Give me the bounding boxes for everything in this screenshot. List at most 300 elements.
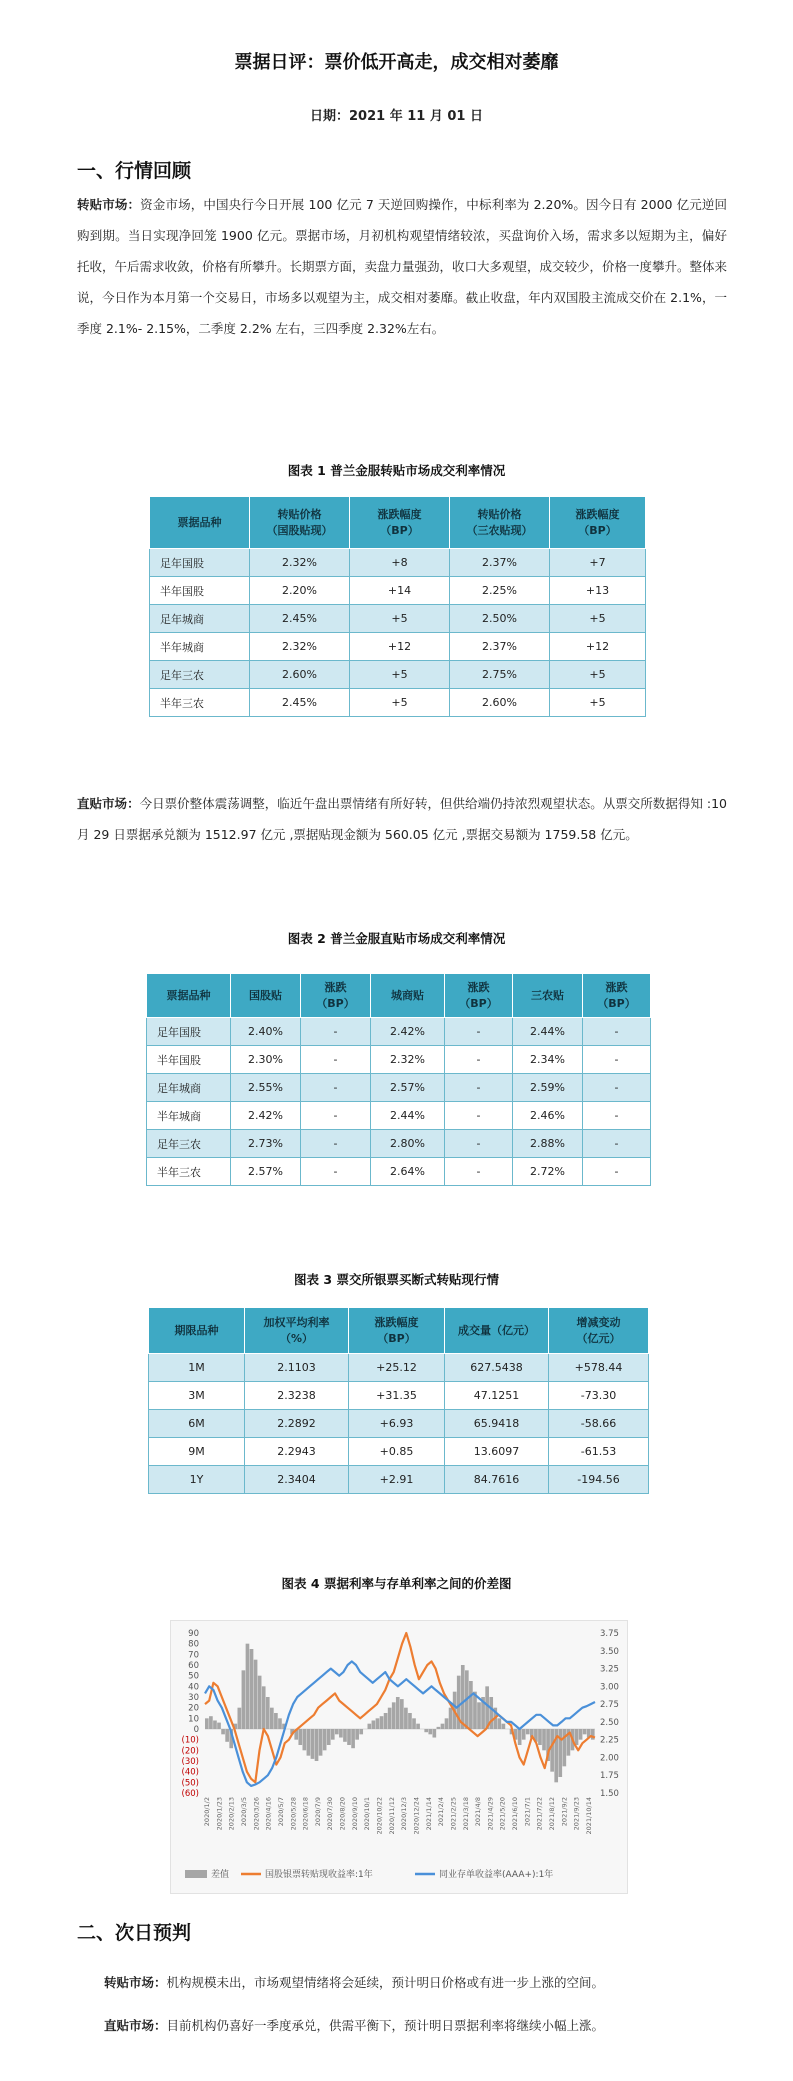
rediscount-market-paragraph [77,189,727,344]
table2-cell: - [445,1046,513,1074]
x-axis-tick-label: 2020/5/7 [276,1797,285,1827]
left-axis-tick-label: 80 [188,1639,199,1650]
table-row [147,1074,651,1102]
x-axis-tick-label: 2021/4/8 [474,1797,483,1827]
x-axis-tick-label: 2020/1/2 [203,1797,211,1827]
table2-cell: 2.42% [371,1018,445,1046]
table1-cell: 半年国股 [150,577,250,605]
table3-cell: 1Y [149,1466,245,1494]
table2-direct-discount-rates [146,973,651,1186]
table3-cell: 2.2892 [245,1410,349,1438]
spread-bar [563,1729,567,1766]
table1-cell: 半年城商 [150,633,250,661]
spread-bar [266,1697,270,1729]
spread-chart [170,1620,628,1894]
x-axis-tick-label: 2021/1/14 [424,1797,433,1831]
x-axis-tick-label: 2020/3/5 [240,1797,248,1827]
spread-bar [323,1729,327,1750]
forecast-rediscount-label: 转贴市场： [104,1975,167,1990]
table1-cell: +5 [550,661,646,689]
left-axis-tick-label: (40) [181,1767,199,1778]
left-axis-tick-label: 0 [193,1725,199,1735]
table-row [149,1466,649,1494]
x-axis-tick-label: 2020/2/13 [227,1797,236,1831]
table3-cell: +2.91 [349,1466,445,1494]
table1-cell: 2.32% [250,549,350,577]
forecast-direct-label: 直贴市场： [104,2018,167,2033]
table1-header-1-line-1: （国股贴现） [266,523,333,537]
spread-bar [461,1665,465,1729]
direct-discount-paragraph [77,788,727,850]
table1-header-1 [250,497,350,549]
table2-header-0 [147,974,231,1018]
spread-bar [400,1699,404,1729]
table1-cell: 2.37% [450,633,550,661]
table3-cell: 2.3238 [245,1382,349,1410]
forecast-direct-text: 目前机构仍喜好一季度承兑，供需平衡下，预计明日票据利率将继续小幅上涨。 [166,2018,605,2033]
spread-chart-svg [171,1621,627,1893]
spread-bar [307,1729,311,1756]
table1-header-2 [350,497,450,549]
table3-cell: 2.3404 [245,1466,349,1494]
x-axis-tick-label: 2020/8/20 [338,1797,347,1831]
table2-header-2-line-0: 涨跌 [324,980,347,994]
x-axis-tick-label: 2020/7/30 [326,1797,335,1831]
spread-bar [311,1729,315,1759]
table3-header-4-line-1: （亿元） [576,1331,621,1345]
table3-cell: +31.35 [349,1382,445,1410]
table2-cell: - [445,1130,513,1158]
table2-header-4-line-0: 涨跌 [467,980,490,994]
spread-bar [246,1644,250,1729]
x-axis-tick-label: 2020/7/9 [313,1797,322,1827]
table-row [149,1438,649,1466]
spread-bar [428,1729,432,1734]
table2-cell: 半年三农 [147,1158,231,1186]
legend-label-bill-yield: 国股银票转贴现收益率:1年 [265,1870,373,1880]
spread-bar [254,1660,258,1729]
table2-cell: 2.64% [371,1158,445,1186]
spread-bar [217,1723,221,1729]
left-axis-tick-label: (50) [181,1778,199,1789]
table-row [147,1018,651,1046]
table3-cell: 2.2943 [245,1438,349,1466]
table1-cell: +5 [350,605,450,633]
table2-cell: - [301,1130,371,1158]
table2-cell: 2.42% [231,1102,301,1130]
table1-header-2-line-0: 涨跌幅度 [377,507,422,521]
x-axis-tick-label: 2020/6/18 [301,1797,310,1831]
table2-cell: - [583,1046,651,1074]
table1-cell: 2.37% [450,549,550,577]
x-axis-tick-label: 2021/8/12 [548,1797,556,1831]
x-axis-tick-label: 2021/9/2 [560,1797,569,1827]
right-axis-tick-label: 2.25 [600,1735,619,1746]
table1-header-0 [150,497,250,549]
right-axis-tick-label: 2.75 [600,1700,619,1711]
spread-bar [347,1729,351,1745]
forecast-direct [104,2016,764,2034]
table2-cell: 2.44% [371,1102,445,1130]
spread-bar [408,1713,412,1729]
table2-cell: - [583,1074,651,1102]
table1-cell: 2.60% [250,661,350,689]
left-axis-tick-label: (10) [181,1735,199,1746]
table-row [150,661,646,689]
table1-cell: +14 [350,577,450,605]
left-axis-tick-label: 10 [188,1714,199,1725]
table2-cell: 足年国股 [147,1018,231,1046]
right-axis-tick-label: 1.50 [600,1789,619,1799]
spread-bar [575,1729,579,1745]
table2-cell: 2.72% [513,1158,583,1186]
x-axis-tick-label: 2020/4/16 [264,1797,273,1831]
table1-caption: 图表 1 普兰金服转贴市场成交利率情况 [287,463,506,478]
spread-bar [278,1718,282,1729]
spread-bar [258,1676,262,1729]
table3-cell: +0.85 [349,1438,445,1466]
spread-bar [424,1729,428,1732]
table1-cell: 2.45% [250,689,350,717]
table1-cell: 2.60% [450,689,550,717]
legend-label-spread: 差值 [211,1870,230,1880]
table2-cell: 2.46% [513,1102,583,1130]
table2-cell: - [445,1158,513,1186]
table1-header-0-line-0: 票据品种 [177,515,222,529]
spread-bar [542,1729,546,1750]
spread-bar [368,1724,372,1729]
spread-bar [449,1708,453,1729]
legend-swatch-spread [185,1870,207,1878]
table-row [150,605,646,633]
spread-bar [380,1716,384,1729]
spread-bar [250,1649,254,1729]
table3-header-2-line-0: 涨跌幅度 [374,1315,419,1329]
table3-header-2 [349,1308,445,1354]
table-row [147,1130,651,1158]
legend-label-cd-yield: 同业存单收益率(AAA+):1年 [439,1870,554,1880]
forecast-rediscount-text: 机构规模未出，市场观望情绪将会延续，预计明日价格或有进一步上涨的空间。 [166,1975,605,1990]
table3-cell: -61.53 [549,1438,649,1466]
table1-cell: +8 [350,549,450,577]
table3-header-1-line-1: （%） [279,1331,314,1345]
table1-header-4 [550,497,646,549]
table1-cell: +12 [550,633,646,661]
table3-header-3-line-0: 成交量（亿元） [458,1323,535,1337]
table1-cell: 足年国股 [150,549,250,577]
left-axis-tick-label: (30) [181,1757,199,1767]
x-axis-tick-label: 2021/6/10 [511,1797,520,1831]
right-axis-tick-label: 3.75 [600,1629,619,1639]
right-axis-tick-label: 3.00 [600,1682,619,1693]
spread-bar [372,1720,376,1729]
table2-cell: - [301,1074,371,1102]
spread-bar [339,1729,343,1738]
table1-header-1-line-0: 转贴价格 [277,507,322,521]
table3-cell: 47.1251 [445,1382,549,1410]
x-axis-tick-label: 2020/12/3 [400,1797,409,1831]
table3-cell: 627.5438 [445,1354,549,1382]
x-axis-tick-label: 2021/5/20 [498,1797,507,1831]
spread-bar [213,1720,217,1729]
table2-cell: 2.73% [231,1130,301,1158]
table3-header-1-line-0: 加权平均利率 [263,1315,330,1329]
table2-header-6-line-1: （BP） [597,996,636,1010]
spread-bar [477,1702,481,1729]
x-axis-tick-label: 2020/10/22 [375,1797,384,1835]
table1-cell: +5 [350,689,450,717]
table2-header-6 [583,974,651,1018]
table3-header-3 [445,1308,549,1354]
table3-cell: 2.1103 [245,1354,349,1382]
table2-cell: 半年城商 [147,1102,231,1130]
table2-cell: 2.44% [513,1018,583,1046]
table-row [150,689,646,717]
table1-cell: +5 [350,661,450,689]
table3-header-1 [245,1308,349,1354]
right-axis-tick-label: 3.25 [600,1664,619,1675]
table2-cell: 足年城商 [147,1074,231,1102]
table1-cell: +12 [350,633,450,661]
spread-bar [550,1729,554,1772]
table3-cell: 65.9418 [445,1410,549,1438]
table2-header-1 [231,974,301,1018]
spread-bar [388,1708,392,1729]
spread-bar [445,1718,449,1729]
spread-bar [319,1729,323,1756]
spread-bar [303,1729,307,1750]
spread-bar [485,1686,489,1729]
table1-cell: 足年三农 [150,661,250,689]
table2-cell: 2.34% [513,1046,583,1074]
table-row [150,577,646,605]
table3-header-4-line-0: 增减变动 [576,1315,621,1329]
left-axis-tick-label: 50 [188,1671,199,1682]
left-axis-tick-label: 60 [188,1661,199,1671]
x-axis-tick-label: 2021/9/23 [572,1797,581,1831]
spread-bar [335,1729,339,1734]
table2-cell: - [583,1130,651,1158]
table-row [147,1046,651,1074]
spread-bar [502,1724,506,1729]
spread-bar [221,1729,225,1734]
section2-heading: 二、次日预判 [77,1922,192,1944]
table2-header-4 [445,974,513,1018]
table2-cell: 2.59% [513,1074,583,1102]
forecast-rediscount [104,1973,764,1991]
table2-header-3 [371,974,445,1018]
spread-bar [376,1718,380,1729]
x-axis-tick-label: 2021/7/22 [535,1797,544,1831]
table-row [150,633,646,661]
right-axis-tick-label: 2.50 [600,1717,619,1728]
table1-header-3 [450,497,550,549]
spread-bar [351,1729,355,1748]
table2-cell: - [445,1102,513,1130]
rediscount-market-label: 转贴市场： [77,197,141,212]
table2-caption: 图表 2 普兰金服直贴市场成交利率情况 [287,931,506,946]
table1-header-2-line-1: （BP） [380,523,419,537]
spread-bar [274,1713,278,1729]
table2-cell: - [301,1102,371,1130]
spread-bar [384,1713,388,1729]
table2-header-5 [513,974,583,1018]
spread-bar [242,1670,246,1729]
table2-cell: - [445,1074,513,1102]
table-row [147,1102,651,1130]
table1-cell: +5 [550,689,646,717]
table2-header-1-line-0: 国股贴 [249,988,282,1002]
table2-header-5-line-0: 三农贴 [531,988,564,1002]
left-axis-tick-label: 90 [188,1629,199,1639]
table1-rediscount-rates [149,496,646,717]
spread-bar [392,1702,396,1729]
spread-bar [579,1729,583,1740]
table2-cell: 2.57% [231,1158,301,1186]
table3-header-4 [549,1308,649,1354]
spread-bar [583,1729,587,1734]
x-axis-tick-label: 2020/10/1 [363,1797,372,1831]
table2-cell: 2.55% [231,1074,301,1102]
x-axis-tick-label: 2020/3/26 [252,1797,261,1831]
spread-bar [518,1729,522,1745]
rediscount-market-text: 资金市场，中国央行今日开展 100 亿元 7 天逆回购操作，中标利率为 2.20%。因今日有 2000 亿元逆回购到期。当日实现净回笼 1900 亿元。票据市场，月初机构观望情绪较浓，买盘询价入场，需求多以短期为主，偏好托收，午后需求收敛，价格有所攀升。长期票方面，卖盘力量强劲，收口大多观望，成交较少，价格一度攀升。整体来说，今日作为本月第一个交易日，市场多以观望为主，成交相对萎靡。截止收盘，年内双国股主流成交价在 2.1%，一季度 2.1%- 2.15%，二季度 2.2% 左右，三四季度 2.32%左右。 [77,197,728,336]
table-row [149,1354,649,1382]
spread-bar [327,1729,331,1745]
table-row [149,1410,649,1438]
right-axis-tick-label: 2.00 [600,1753,619,1764]
table1-header-3-line-0: 转贴价格 [477,507,522,521]
table1-cell: +7 [550,549,646,577]
section1-heading: 一、行情回顾 [77,160,192,182]
right-axis-tick-label: 1.75 [600,1771,619,1782]
figure4-caption: 图表 4 票据利率与存单利率之间的价差图 [281,1576,512,1591]
table1-cell: 2.25% [450,577,550,605]
spread-bar [205,1718,209,1729]
spread-bar [469,1681,473,1729]
right-axis-tick-label: 3.50 [600,1646,619,1657]
table3-cell: +578.44 [549,1354,649,1382]
table1-header-4-line-1: （BP） [578,523,617,537]
x-axis-tick-label: 2020/1/23 [215,1797,224,1831]
table2-cell: 2.32% [371,1046,445,1074]
x-axis-tick-label: 2021/2/4 [437,1797,446,1827]
spread-bar [225,1729,229,1742]
x-axis-tick-label: 2021/3/18 [461,1797,470,1831]
spread-bar [343,1729,347,1742]
spread-bar [396,1697,400,1729]
spread-bar [359,1729,363,1734]
table3-caption: 图表 3 票交所银票买断式转贴现行情 [294,1272,499,1287]
left-axis-tick-label: (20) [181,1746,199,1757]
table3-exchange-bill-quotes [148,1307,649,1494]
x-axis-tick-label: 2021/7/1 [523,1797,532,1827]
table3-cell: 6M [149,1410,245,1438]
table-row [147,1158,651,1186]
table2-cell: 足年三农 [147,1130,231,1158]
table2-header-0-line-0: 票据品种 [166,988,211,1002]
table-row [149,1382,649,1410]
table2-cell: - [445,1018,513,1046]
table2-cell: - [301,1158,371,1186]
x-axis-tick-label: 2020/12/24 [412,1797,421,1835]
table2-cell: 2.88% [513,1130,583,1158]
x-axis-tick-label: 2020/11/12 [387,1797,396,1835]
report-title: 票据日评：票价低开高走，成交相对萎靡 [234,52,559,73]
table1-cell: 2.45% [250,605,350,633]
table3-cell: 9M [149,1438,245,1466]
table1-cell: +5 [550,605,646,633]
table3-cell: +6.93 [349,1410,445,1438]
table2-cell: 半年国股 [147,1046,231,1074]
table2-header-3-line-0: 城商贴 [391,988,424,1002]
report-date: 日期：2021 年 11 月 01 日 [310,109,483,124]
table2-cell: - [301,1018,371,1046]
x-axis-tick-label: 2021/2/25 [449,1797,458,1831]
table1-cell: 半年三农 [150,689,250,717]
spread-bar [331,1729,335,1740]
table3-cell: -73.30 [549,1382,649,1410]
table2-cell: - [583,1158,651,1186]
table2-header-2 [301,974,371,1018]
table2-header-4-line-1: （BP） [459,996,498,1010]
table2-cell: - [583,1102,651,1130]
table3-cell: -58.66 [549,1410,649,1438]
table-row [150,549,646,577]
table1-cell: 足年城商 [150,605,250,633]
table2-cell: 2.30% [231,1046,301,1074]
table3-cell: 13.6097 [445,1438,549,1466]
left-axis-tick-label: 40 [188,1682,199,1693]
table2-cell: 2.40% [231,1018,301,1046]
table3-header-2-line-1: （BP） [377,1331,416,1345]
x-axis-tick-label: 2021/10/14 [585,1797,593,1835]
table1-header-3-line-1: （三农贴现） [466,523,533,537]
table1-cell: 2.50% [450,605,550,633]
table3-header-0-line-0: 期限品种 [174,1323,219,1337]
x-axis-tick-label: 2021/4/29 [486,1797,495,1831]
spread-bar [433,1729,437,1738]
table3-cell: -194.56 [549,1466,649,1494]
left-axis-tick-label: 70 [188,1650,199,1661]
table3-cell: +25.12 [349,1354,445,1382]
table2-cell: 2.80% [371,1130,445,1158]
spread-bar [526,1729,530,1734]
direct-discount-label: 直贴市场： [77,796,140,811]
left-axis-tick-label: 20 [188,1703,199,1714]
table1-cell: 2.75% [450,661,550,689]
table3-cell: 84.7616 [445,1466,549,1494]
left-axis-tick-label: (60) [181,1789,199,1799]
left-axis-tick-label: 30 [188,1693,199,1703]
x-axis-tick-label: 2020/9/10 [350,1797,359,1831]
spread-bar [238,1708,242,1729]
table2-cell: - [583,1018,651,1046]
spread-bar [355,1729,359,1740]
table1-cell: 2.20% [250,577,350,605]
spread-bar [270,1708,274,1729]
table3-header-0 [149,1308,245,1354]
spread-bar [412,1718,416,1729]
spread-bar [437,1727,441,1729]
spread-bar [262,1686,266,1729]
table1-header-4-line-0: 涨跌幅度 [575,507,620,521]
spread-bar [315,1729,319,1761]
x-axis-tick-label: 2020/5/28 [289,1797,298,1831]
spread-bar [209,1716,213,1729]
table2-header-2-line-1: （BP） [316,996,355,1010]
spread-bar [538,1729,542,1745]
